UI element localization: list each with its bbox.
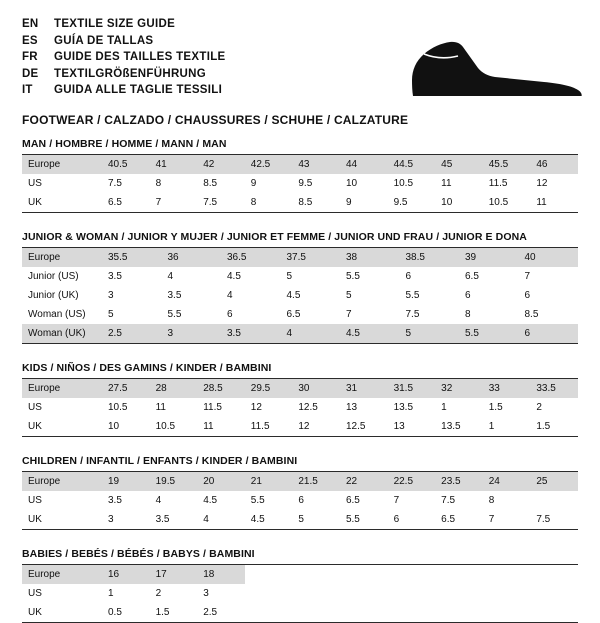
size-cell: 42.5 [245, 155, 293, 174]
size-cell: 16 [102, 565, 150, 584]
size-cell: 4 [227, 289, 233, 301]
size-cell: 4.5 [203, 494, 218, 506]
size-cell: 8.5 [524, 308, 539, 320]
size-table [22, 248, 578, 343]
table-row [22, 472, 578, 491]
size-cell: 21 [245, 472, 293, 491]
size-cell: 44 [340, 155, 388, 174]
size-cell: 6 [524, 289, 531, 301]
row-label: Europe [22, 155, 102, 174]
size-cell: 25 [530, 472, 578, 491]
row-label: UK [28, 196, 42, 208]
size-cell: 8 [488, 494, 495, 506]
size-cell: 31.5 [388, 379, 436, 398]
size-cell: 10 [108, 420, 120, 432]
row-label: Europe [22, 472, 102, 491]
size-cell: 0.5 [108, 606, 122, 618]
size-cell: 20 [197, 472, 245, 491]
size-cell: 27.5 [102, 379, 150, 398]
size-cell: 7.5 [536, 513, 551, 525]
size-cell: 7 [393, 494, 400, 506]
size-cell: 11 [536, 196, 547, 208]
size-table-title: CHILDREN / INFANTIL / ENFANTS / KINDER / BAMBINI [22, 455, 298, 467]
size-cell [435, 565, 483, 584]
size-cell: 11 [441, 177, 452, 189]
table-row [22, 491, 578, 510]
size-cell: 29.5 [245, 379, 293, 398]
size-cell: 6 [227, 308, 233, 320]
size-cell: 5 [400, 324, 460, 343]
table-row [22, 174, 578, 193]
size-table-block [22, 231, 578, 344]
size-cell: 45 [435, 155, 483, 174]
table-row [22, 379, 578, 398]
size-cell: 23.5 [435, 472, 483, 491]
row-label: Europe [22, 565, 102, 584]
size-cell [388, 565, 436, 584]
size-tables [22, 138, 578, 623]
size-cell: 37.5 [281, 248, 341, 267]
size-table-title: MAN / HOMBRE / HOMME / MANN / MAN [22, 138, 227, 150]
size-cell [388, 603, 436, 622]
size-cell: 7.5 [203, 196, 218, 208]
size-cell: 6 [298, 494, 304, 506]
table-row [22, 510, 578, 529]
size-cell: 4 [155, 494, 162, 506]
table-row [22, 193, 578, 212]
category-title: FOOTWEAR / CALZADO / CHAUSSURES / SCHUHE / CALZATURE [22, 112, 409, 127]
size-cell: 7 [155, 196, 162, 208]
size-cell: 1 [441, 401, 447, 413]
divider [22, 212, 578, 213]
size-cell: 3 [108, 289, 114, 301]
size-cell [483, 584, 531, 603]
size-cell [530, 565, 578, 584]
size-cell: 5 [108, 308, 114, 320]
size-cell: 42 [197, 155, 245, 174]
size-cell: 6.5 [345, 494, 360, 506]
size-cell: 9.5 [298, 177, 313, 189]
row-label: UK [28, 420, 42, 432]
size-cell: 11.5 [488, 177, 508, 189]
size-table [22, 155, 578, 212]
size-cell: 41 [150, 155, 198, 174]
size-cell: 13 [345, 401, 358, 413]
size-table-block [22, 362, 578, 437]
size-cell [530, 584, 578, 603]
size-cell: 9 [345, 196, 352, 208]
size-cell: 6 [393, 513, 400, 525]
size-cell [340, 565, 388, 584]
size-cell: 4 [281, 324, 341, 343]
size-cell: 3.5 [167, 289, 182, 301]
size-cell [530, 603, 578, 622]
size-table [22, 379, 578, 436]
size-cell: 17 [150, 565, 198, 584]
size-cell: 18 [197, 565, 245, 584]
size-cell: 12.5 [298, 401, 318, 413]
size-cell: 45.5 [483, 155, 531, 174]
header [22, 16, 578, 127]
row-label: Europe [22, 248, 102, 267]
size-cell: 13 [393, 420, 405, 432]
row-label: Woman (US) [28, 308, 86, 320]
size-cell: 44.5 [388, 155, 436, 174]
size-table-title: JUNIOR & WOMAN / JUNIOR Y MUJER / JUNIOR ET FEMME / JUNIOR UND FRAU / JUNIOR E DONA [22, 231, 527, 243]
language-code: EN [22, 18, 39, 30]
size-cell: 10.5 [488, 196, 509, 208]
size-cell: 19 [102, 472, 150, 491]
size-cell: 2 [536, 401, 542, 413]
size-cell: 38 [340, 248, 400, 267]
size-cell: 8 [155, 177, 162, 189]
size-cell: 6.5 [441, 513, 456, 525]
size-table-title: KIDS / NIÑOS / DES GAMINS / KINDER / BAMBINI [22, 362, 272, 374]
size-cell: 6 [405, 270, 412, 282]
size-cell: 1 [488, 420, 495, 432]
size-cell: 11 [203, 420, 214, 432]
size-cell [340, 584, 388, 603]
size-cell: 12 [298, 420, 310, 432]
row-label: Europe [22, 379, 102, 398]
dress-shoe-icon [394, 34, 594, 98]
size-cell [292, 603, 340, 622]
size-cell: 8 [465, 308, 471, 320]
size-cell: 12 [536, 177, 548, 189]
row-label: US [28, 494, 42, 506]
size-cell: 28 [150, 379, 198, 398]
size-cell: 8 [250, 196, 257, 208]
divider [22, 343, 578, 344]
size-cell: 40 [519, 248, 579, 267]
size-cell [292, 584, 340, 603]
size-cell: 33 [483, 379, 531, 398]
size-cell: 7.5 [108, 177, 122, 189]
size-cell: 43 [292, 155, 340, 174]
size-cell: 19.5 [150, 472, 198, 491]
size-cell: 2.5 [203, 606, 218, 618]
size-cell: 31 [340, 379, 388, 398]
size-table-block [22, 548, 578, 623]
size-cell: 6.5 [108, 196, 122, 208]
size-cell [483, 603, 531, 622]
size-cell: 13.5 [441, 420, 461, 432]
language-guide-title: GUÍA DE TALLAS [54, 34, 154, 47]
size-cell [435, 584, 483, 603]
size-cell: 21.5 [292, 472, 340, 491]
size-cell: 3.5 [221, 324, 281, 343]
divider [22, 529, 578, 530]
row-label: US [28, 401, 42, 413]
size-cell: 1.5 [155, 606, 170, 618]
row-label: Junior (UK) [28, 289, 79, 301]
table-row [22, 398, 578, 417]
table-row [22, 417, 578, 436]
size-cell: 7 [524, 270, 531, 282]
size-cell: 6.5 [286, 308, 301, 320]
size-cell: 4.5 [227, 270, 241, 282]
size-cell: 24 [483, 472, 531, 491]
size-cell [483, 565, 531, 584]
size-cell: 10.5 [155, 420, 176, 432]
size-cell: 35.5 [102, 248, 162, 267]
size-cell: 39 [459, 248, 519, 267]
size-cell: 5.5 [346, 270, 360, 282]
size-cell: 11.5 [203, 401, 222, 413]
language-code: DE [22, 67, 39, 80]
size-cell: 7 [488, 513, 495, 525]
size-cell [340, 603, 388, 622]
row-label: Junior (US) [28, 270, 79, 282]
size-table [22, 472, 578, 529]
size-cell: 3 [108, 513, 114, 525]
language-guide-title: GUIDE DES TAILLES TEXTILE [54, 51, 226, 63]
size-cell: 38.5 [400, 248, 460, 267]
size-cell: 5.5 [405, 289, 420, 301]
table-row [22, 324, 578, 343]
size-cell: 6 [519, 324, 579, 343]
size-cell: 5.5 [250, 494, 265, 506]
table-row [22, 286, 578, 305]
size-table-block [22, 138, 578, 213]
language-code: FR [22, 51, 38, 63]
language-guide-title: GUIDA ALLE TAGLIE TESSILI [54, 84, 223, 96]
size-cell: 7.5 [441, 494, 456, 506]
row-label: UK [28, 606, 42, 618]
language-code: ES [22, 34, 38, 47]
size-table-block [22, 455, 578, 530]
size-cell: 10.5 [393, 177, 414, 189]
table-row [22, 305, 578, 324]
divider [22, 436, 578, 437]
size-cell: 10 [441, 196, 453, 208]
size-cell: 32 [435, 379, 483, 398]
table-row [22, 565, 578, 584]
table-row [22, 584, 578, 603]
size-table-title: BABIES / BEBÉS / BÉBÉS / BABYS / BAMBINI [22, 548, 255, 560]
size-cell: 3.5 [108, 270, 122, 282]
size-cell: 4.5 [286, 289, 301, 301]
size-cell: 3.5 [155, 513, 170, 525]
row-label: US [28, 177, 42, 189]
size-cell: 36 [162, 248, 222, 267]
size-cell: 9 [250, 177, 257, 189]
size-cell: 10.5 [108, 401, 128, 413]
size-cell: 3 [203, 587, 209, 599]
table-row [22, 155, 578, 174]
size-cell: 22 [340, 472, 388, 491]
size-cell: 33.5 [530, 379, 578, 398]
size-cell: 10 [345, 177, 358, 189]
size-cell: 6.5 [465, 270, 479, 282]
size-cell: 9.5 [393, 196, 408, 208]
size-cell: 3 [162, 324, 222, 343]
size-cell: 5.5 [345, 513, 360, 525]
size-cell: 12.5 [345, 420, 366, 432]
size-cell: 5 [298, 513, 304, 525]
size-cell [245, 603, 293, 622]
size-cell: 3.5 [108, 494, 122, 506]
size-cell: 6 [465, 289, 471, 301]
language-guide-title: TEXTILE SIZE GUIDE [54, 18, 176, 30]
row-label: UK [28, 513, 42, 525]
table-row [22, 267, 578, 286]
size-cell: 4.5 [250, 513, 265, 525]
size-cell: 5 [286, 270, 293, 282]
size-cell: 2.5 [102, 324, 162, 343]
size-cell: 1.5 [488, 401, 503, 413]
size-cell: 4 [167, 270, 174, 282]
size-cell [388, 584, 436, 603]
size-cell: 1.5 [536, 420, 551, 432]
size-cell: 28.5 [197, 379, 245, 398]
size-cell: 8.5 [203, 177, 218, 189]
size-cell: 11 [155, 401, 166, 413]
size-cell: 8.5 [298, 196, 313, 208]
size-cell [292, 565, 340, 584]
size-cell [245, 584, 293, 603]
language-code: IT [22, 84, 33, 96]
size-cell: 4 [203, 513, 209, 525]
size-cell: 12 [250, 401, 262, 413]
size-cell: 22.5 [388, 472, 436, 491]
size-cell: 40.5 [102, 155, 150, 174]
size-cell: 7.5 [405, 308, 420, 320]
size-cell: 2 [155, 587, 162, 599]
size-cell: 7 [346, 308, 352, 320]
size-cell: 13.5 [393, 401, 414, 413]
size-cell: 5 [346, 289, 352, 301]
size-cell: 5.5 [459, 324, 519, 343]
row-label: US [28, 587, 42, 599]
size-cell: 1 [108, 587, 114, 599]
size-cell [530, 491, 578, 510]
size-cell: 4.5 [340, 324, 400, 343]
size-cell [245, 565, 293, 584]
table-row [22, 603, 578, 622]
size-cell: 11.5 [250, 420, 270, 432]
size-cell: 5.5 [167, 308, 182, 320]
size-cell: 30 [292, 379, 340, 398]
language-guide-title: TEXTILGRÖßENFÜHRUNG [54, 67, 206, 80]
size-cell: 36.5 [221, 248, 281, 267]
size-cell: 46 [530, 155, 578, 174]
row-label: Woman (UK) [22, 324, 102, 343]
table-row [22, 248, 578, 267]
language-row [22, 16, 578, 33]
size-table [22, 565, 578, 622]
size-cell [435, 603, 483, 622]
